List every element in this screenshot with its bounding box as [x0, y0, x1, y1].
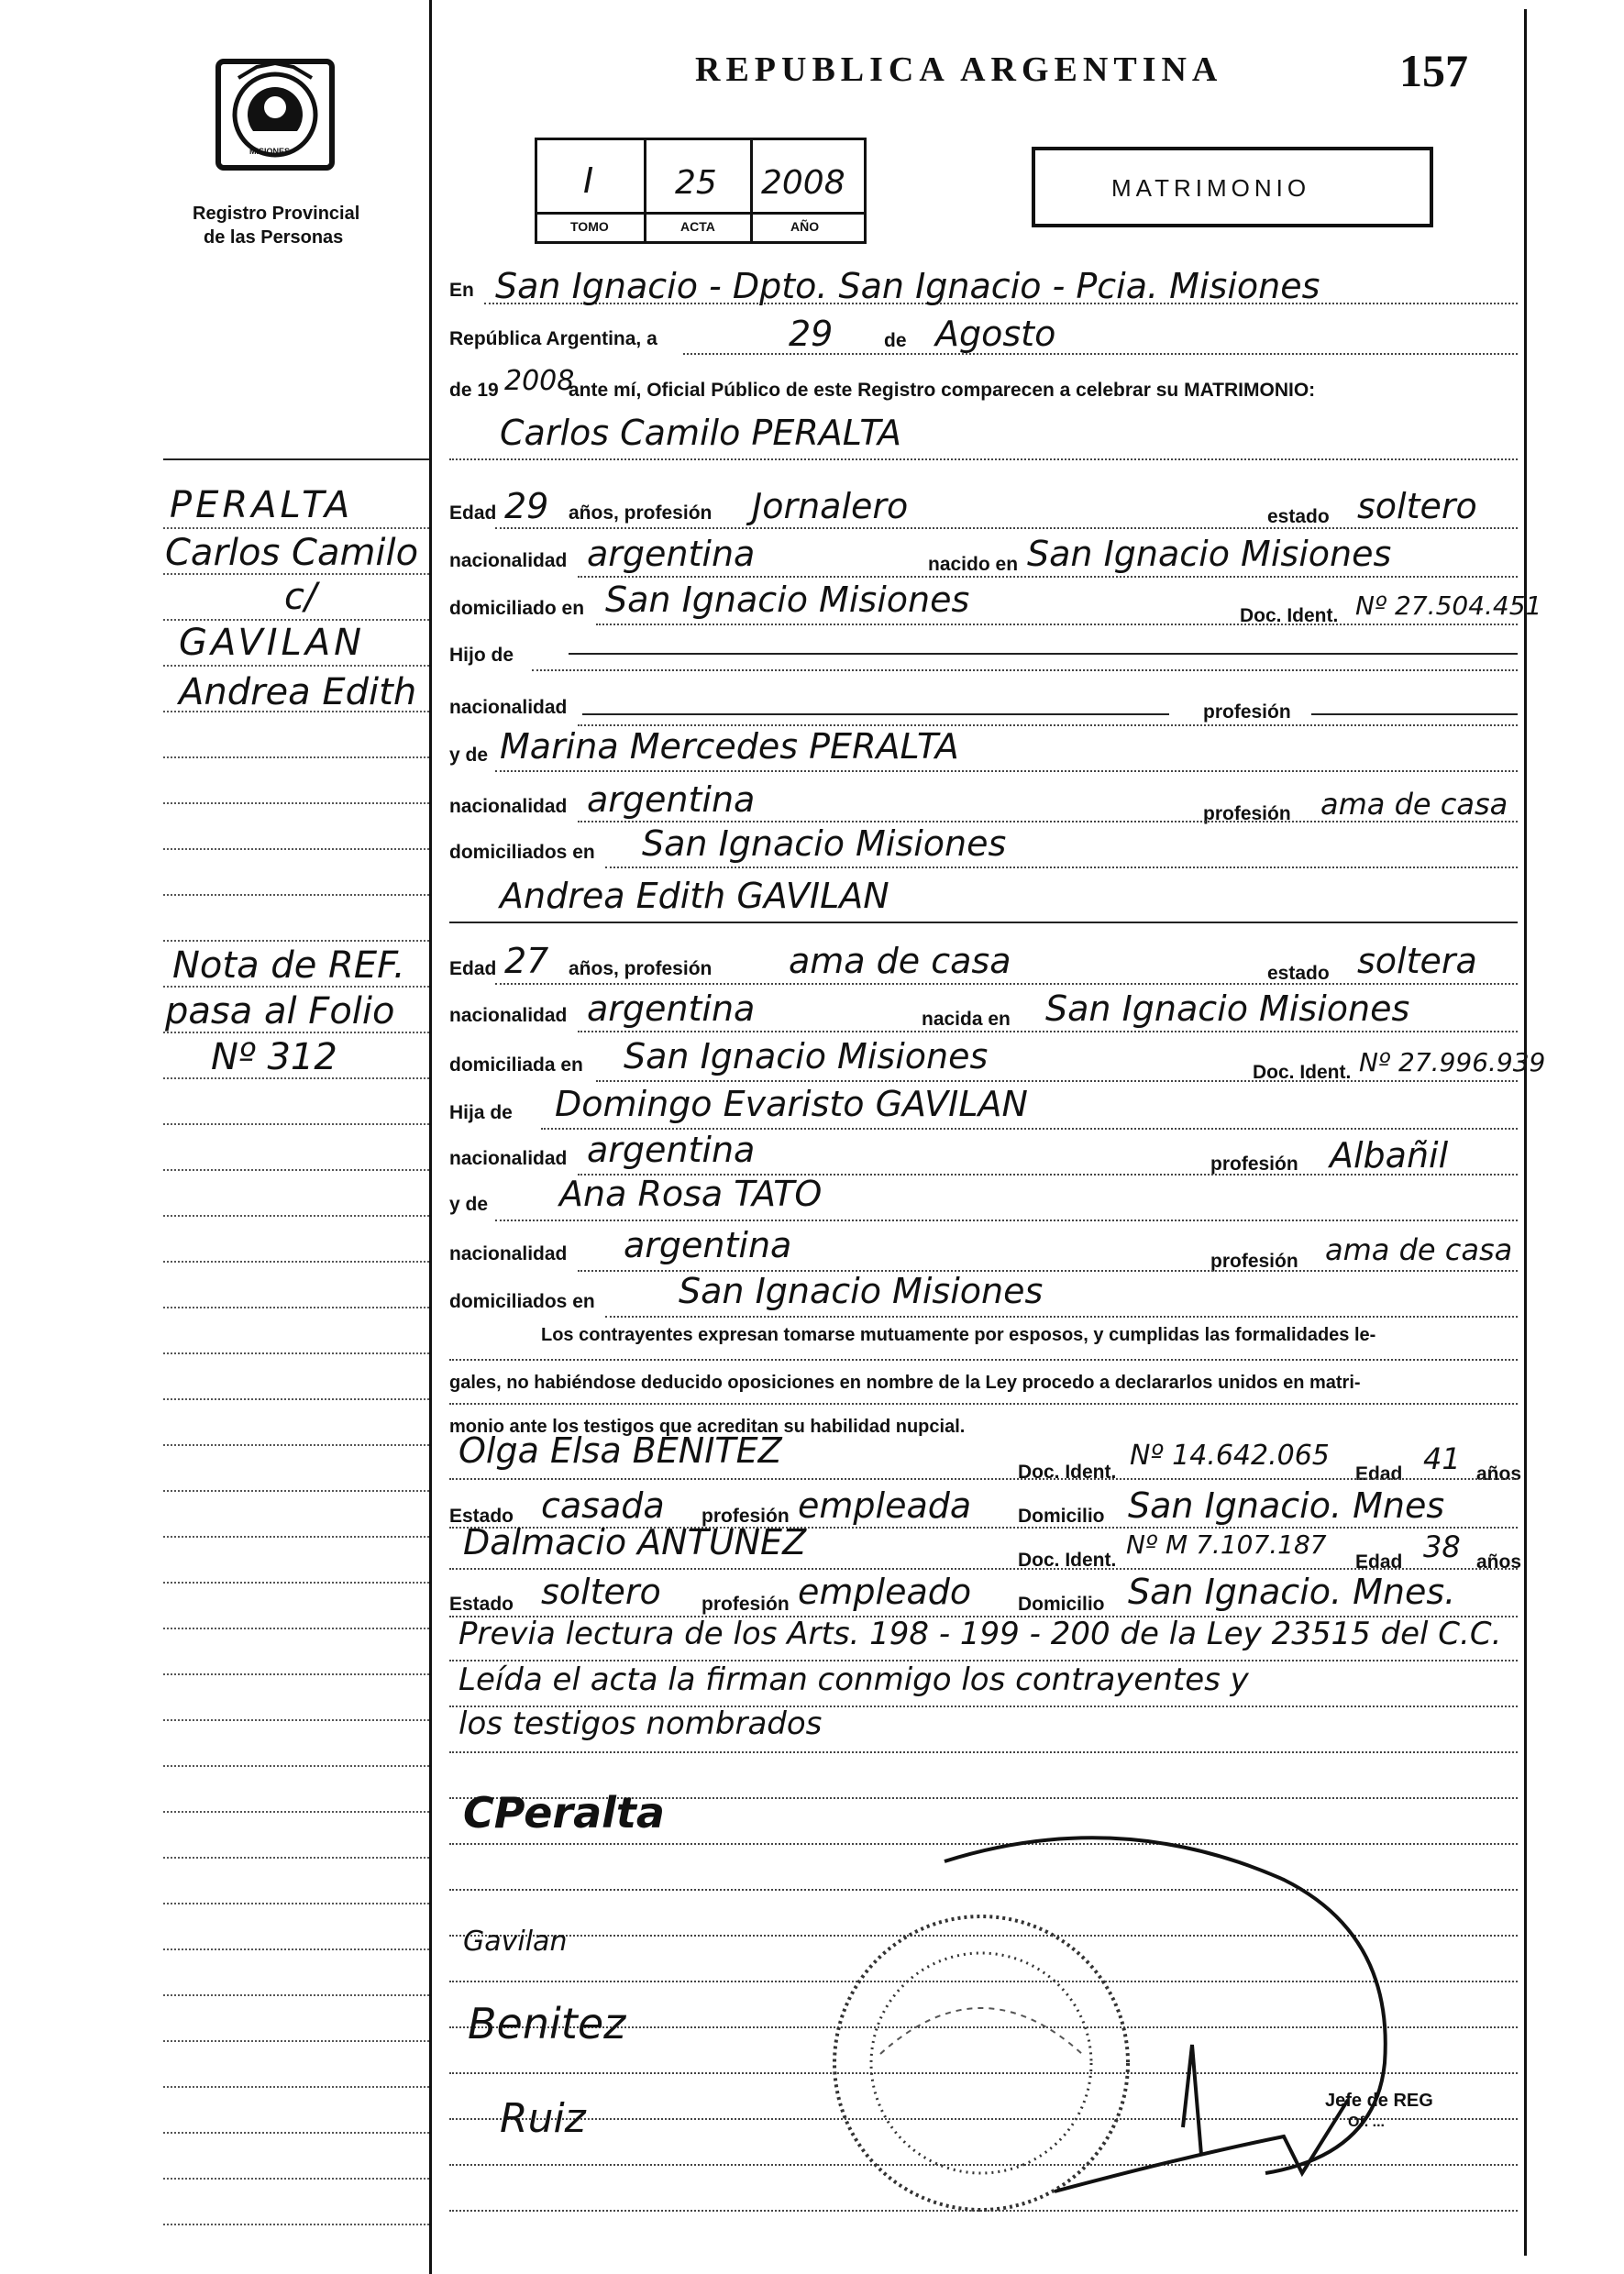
bride-doc: Nº 27.996.939 [1359, 1047, 1546, 1077]
witness2-prof-label: profesión [702, 1594, 790, 1615]
de19-label: de 19 [449, 380, 499, 401]
bride-mother: Ana Rosa TATO [559, 1174, 823, 1214]
witness1-age: 41 [1423, 1441, 1461, 1476]
signature-witness2: Ruiz [500, 2095, 586, 2142]
witness2-anos-label: años [1476, 1551, 1522, 1573]
groom-mother-nationality: argentina [587, 779, 756, 820]
groom-mother: Marina Mercedes PERALTA [500, 726, 959, 767]
seal-text: MISIONES [249, 147, 291, 156]
bride-father-nationality: argentina [587, 1130, 756, 1170]
bride-edad-label: Edad [449, 958, 497, 979]
right-border [1524, 9, 1527, 2256]
witness2-domicilio-label: Domicilio [1018, 1594, 1105, 1615]
bride-anos-label: años, profesión [569, 958, 713, 979]
bride-father-nat-label: nacionalidad [449, 1148, 568, 1169]
witness1-domicilio-label: Domicilio [1018, 1506, 1105, 1527]
tomo-value: I [583, 160, 594, 201]
witness2-doc: Nº M 7.107.187 [1126, 1529, 1327, 1560]
declaration-line3: monio ante los testigos que acreditan su habilidad nupcial. [449, 1417, 966, 1437]
bride-mother-profession: ama de casa [1325, 1232, 1513, 1267]
groom-estado-label: estado [1267, 506, 1330, 527]
margin-top-rule [163, 458, 429, 460]
groom-mother-profession: ama de casa [1320, 787, 1508, 822]
signature-official-flourish [917, 1825, 1431, 2228]
year-value: 2008 [504, 365, 575, 397]
witness1-anos-label: años [1476, 1463, 1522, 1485]
margin-con: c/ [284, 576, 317, 618]
margin-note-ref: Nota de REF. [172, 944, 405, 987]
witness1-doc: Nº 14.642.065 [1130, 1440, 1330, 1472]
groom-dom-label: domiciliado en [449, 598, 585, 619]
bride-mother-prof-label: profesión [1210, 1251, 1298, 1272]
witness2-civil-status: soltero [541, 1572, 661, 1612]
bride-name: Andrea Edith GAVILAN [500, 876, 889, 916]
closing-note-line3: los testigos nombrados [458, 1706, 823, 1742]
witness1-profession: empleada [798, 1485, 972, 1526]
signature-groom: CPeralta [463, 1788, 665, 1838]
record-type: MATRIMONIO [1111, 174, 1311, 202]
bride-nat-label: nacionalidad [449, 1005, 568, 1026]
bride-dom-label: domiciliada en [449, 1054, 583, 1076]
registry-name-line1: Registro Provincial [193, 204, 360, 224]
bride-parents-domicile: San Ignacio Misiones [679, 1271, 1044, 1311]
bride-parents-dom-label: domiciliados en [449, 1291, 595, 1312]
month-value: Agosto [935, 314, 1056, 354]
groom-mother-nat-label: nacionalidad [449, 796, 568, 817]
witness1-domicile: San Ignacio. Mnes [1128, 1485, 1445, 1526]
groom-profession: Jornalero [752, 486, 909, 526]
de-label: de [880, 330, 911, 352]
groom-anos-label: años, profesión [569, 502, 713, 524]
left-column-divider [429, 0, 432, 2274]
acta-label: ACTA [680, 219, 715, 234]
margin-note-folio: pasa al Folio [165, 990, 395, 1032]
witness1-civil-status: casada [541, 1485, 665, 1526]
margin-bride-name: Andrea Edith [179, 671, 417, 713]
witness2-name: Dalmacio ANTUNEZ [463, 1522, 807, 1562]
bride-nationality: argentina [587, 988, 756, 1029]
bride-mother-nationality: argentina [624, 1225, 792, 1265]
bride-yde-label: y de [449, 1194, 489, 1215]
witness2-doc-label: Doc. Ident. [1018, 1550, 1117, 1571]
margin-bride-surname: GAVILAN [179, 622, 366, 664]
groom-civil-status: soltero [1357, 486, 1477, 526]
groom-nacido-label: nacido en [928, 554, 1019, 575]
signature-bride: Gavilan [463, 1926, 568, 1958]
country-title: REPUBLICA ARGENTINA [695, 50, 1223, 89]
bride-estado-label: estado [1267, 963, 1330, 984]
groom-doc-label: Doc. Ident. [1240, 605, 1339, 626]
ano-value: 2008 [761, 164, 845, 202]
province-seal-icon [211, 50, 339, 179]
bride-civil-status: soltera [1357, 941, 1477, 981]
groom-yde-label: y de [449, 745, 489, 766]
record-number-box [535, 138, 867, 244]
statement-text: ante mí, Oficial Público de este Registro comparecen a celebrar su MATRIMONIO: [569, 380, 1316, 401]
bride-father: Domingo Evaristo GAVILAN [555, 1084, 1028, 1124]
groom-domicile: San Ignacio Misiones [605, 580, 970, 620]
groom-nationality: argentina [587, 534, 756, 574]
groom-mother-prof-label: profesión [1203, 803, 1291, 824]
day-value: 29 [789, 314, 834, 354]
witness1-prof-label: profesión [702, 1506, 790, 1527]
groom-age: 29 [504, 486, 549, 526]
hija-label: Hija de [449, 1102, 513, 1123]
bride-mother-nat-label: nacionalidad [449, 1243, 568, 1264]
bride-domicile: San Ignacio Misiones [624, 1036, 989, 1076]
registry-name-line2: de las Personas [204, 227, 344, 248]
groom-father-nat-label: nacionalidad [449, 697, 568, 718]
groom-parents-domicile: San Ignacio Misiones [642, 823, 1007, 864]
groom-doc: Nº 27.504.451 [1355, 591, 1542, 621]
witness2-edad-label: Edad [1355, 1551, 1403, 1573]
bride-profession: ama de casa [789, 941, 1011, 981]
closing-note-line1: Previa lectura de los Arts. 198 - 199 - 200 de la Ley 23515 del C.C. [458, 1616, 1502, 1652]
acta-value: 25 [675, 164, 717, 202]
margin-groom-name: Carlos Camilo [165, 532, 419, 574]
declaration-line2: gales, no habiéndose deducido oposiciones en nombre de la Ley procedo a declararlos unidos en matri- [449, 1373, 1361, 1393]
witness2-age: 38 [1423, 1529, 1461, 1564]
bride-birthplace: San Ignacio Misiones [1045, 988, 1410, 1029]
witness2-estado-label: Estado [449, 1594, 514, 1615]
ano-label: AÑO [790, 219, 820, 234]
republica-label: República Argentina, a [449, 328, 657, 349]
witness1-edad-label: Edad [1355, 1463, 1403, 1485]
page-number: 157 [1399, 45, 1468, 96]
stamp-text-line1: Jefe de REG [1325, 2091, 1433, 2111]
groom-parents-dom-label: domiciliados en [449, 842, 595, 863]
signature-witness1: Benitez [468, 1999, 626, 2048]
groom-name: Carlos Camilo PERALTA [500, 413, 902, 453]
closing-note-line2: Leída el acta la firman conmigo los contrayentes y [458, 1661, 1249, 1698]
groom-father-prof-label: profesión [1203, 701, 1291, 723]
margin-groom-surname: PERALTA [170, 484, 354, 526]
bride-doc-label: Doc. Ident. [1253, 1062, 1352, 1083]
bride-nacida-label: nacida en [922, 1009, 1011, 1030]
tomo-label: TOMO [570, 219, 609, 234]
witness1-name: Olga Elsa BENITEZ [458, 1430, 782, 1471]
bride-father-prof-label: profesión [1210, 1154, 1298, 1175]
groom-edad-label: Edad [449, 502, 497, 524]
witness2-profession: empleado [798, 1572, 972, 1612]
stamp-text-line2: Of. ... [1348, 2114, 1385, 2130]
witness1-doc-label: Doc. Ident. [1018, 1462, 1117, 1483]
groom-nat-label: nacionalidad [449, 550, 568, 571]
witness1-estado-label: Estado [449, 1506, 514, 1527]
groom-birthplace: San Ignacio Misiones [1027, 534, 1392, 574]
bride-father-profession: Albañil [1330, 1135, 1449, 1176]
declaration-line1: Los contrayentes expresan tomarse mutuamente por esposos, y cumplidas las formalidades le- [541, 1325, 1376, 1345]
hijo-label: Hijo de [449, 645, 514, 666]
witness2-domicile: San Ignacio. Mnes. [1128, 1572, 1456, 1612]
margin-note-number: Nº 312 [211, 1036, 337, 1078]
bride-age: 27 [504, 941, 549, 981]
en-label: En [449, 280, 474, 301]
place-value: San Ignacio - Dpto. San Ignacio - Pcia. Misiones [495, 266, 1320, 306]
